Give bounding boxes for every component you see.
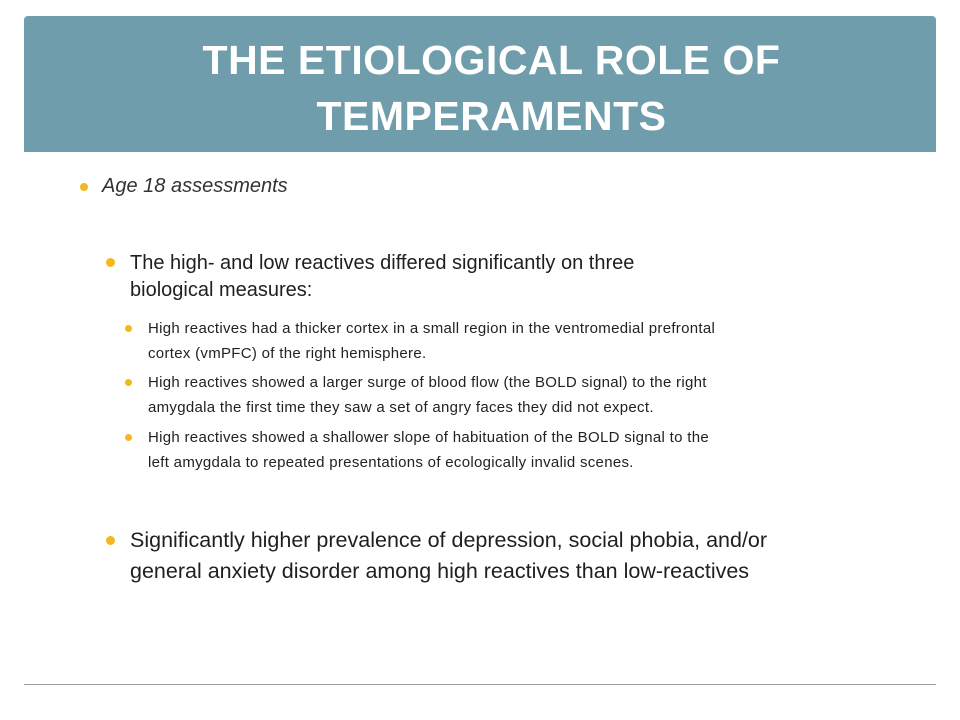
title-bar: [24, 16, 936, 152]
slide-title-line-1: THE ETIOLOGICAL ROLE OF: [202, 37, 781, 83]
subpoint-3-line-2: left amygdala to repeated presentations of ecologically invalid scenes.: [148, 454, 634, 471]
point-2-line-2: general anxiety disorder among high reactives than low-reactives: [130, 559, 750, 583]
subpoint-2-line-1: High reactives showed a larger surge of blood flow (the BOLD signal) to the right: [148, 374, 707, 391]
bullet-icon: [106, 536, 115, 545]
footer-divider: [24, 684, 936, 685]
bullet-icon: [106, 258, 115, 267]
bullet-icon: [125, 325, 132, 332]
subpoint-3-line-1: High reactives showed a shallower slope of habituation of the BOLD signal to the: [148, 429, 709, 446]
bullet-icon: [80, 183, 88, 191]
subpoint-1-line-1: High reactives had a thicker cortex in a small region in the ventromedial prefrontal: [148, 320, 716, 337]
section-heading: Age 18 assessments: [102, 175, 288, 197]
point-1-line-2: biological measures:: [130, 279, 313, 301]
bullet-icon: [125, 434, 132, 441]
point-1-line-1: The high- and low reactives differed significantly on three: [130, 252, 635, 274]
bullet-icon: [125, 379, 132, 386]
point-2-line-1: Significantly higher prevalence of depression, social phobia, and/or: [130, 528, 768, 552]
subpoint-1-line-2: cortex (vmPFC) of the right hemisphere.: [148, 345, 427, 362]
slide-title-line-2: TEMPERAMENTS: [316, 93, 667, 139]
subpoint-2-line-2: amygdala the first time they saw a set of angry faces they did not expect.: [148, 399, 654, 416]
